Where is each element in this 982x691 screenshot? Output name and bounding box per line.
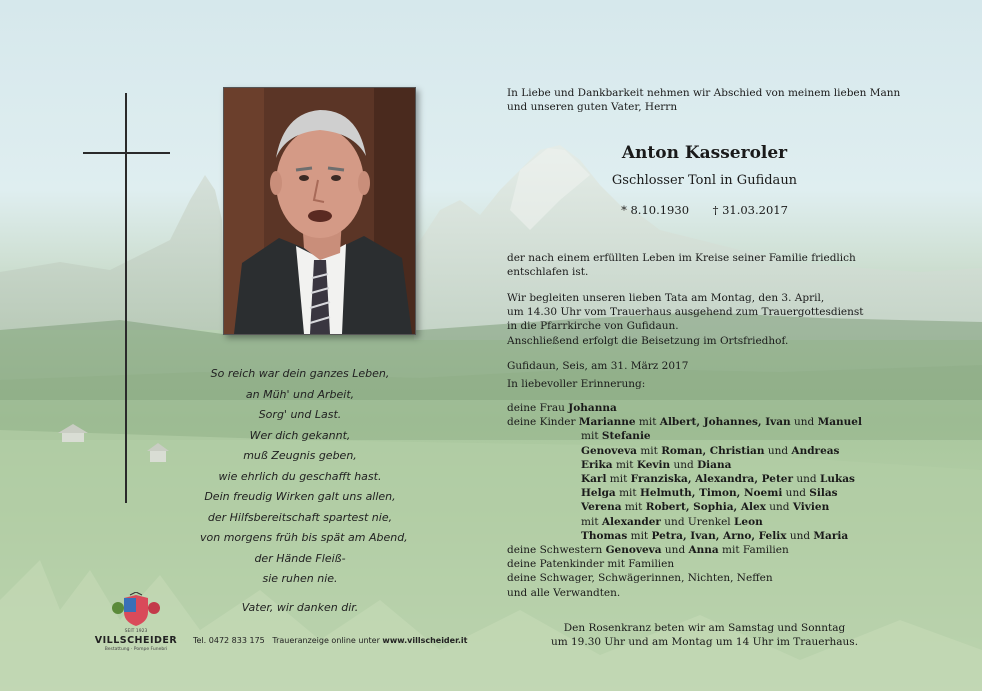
poem-line: So reich war dein ganzes Leben, bbox=[210, 367, 390, 380]
rosary-line: Den Rosenkranz beten wir am Samstag und Sonntag bbox=[563, 622, 846, 634]
poem-line: Dein freudig Wirken galt uns allen, bbox=[204, 490, 396, 503]
poem-line: der Hilfsbereitschaft spartest nie, bbox=[207, 510, 393, 524]
family-member-name: Silas bbox=[809, 487, 838, 500]
funeral-line: Wir begleiten unseren lieben Tata am Montag, den 3. April, bbox=[507, 292, 825, 304]
family-row bbox=[507, 529, 902, 543]
family-row bbox=[507, 571, 902, 585]
footer-phone: Tel. 0472 833 175 bbox=[193, 636, 265, 645]
family-member-name: Robert, Sophia, Alex bbox=[645, 501, 766, 514]
family-text: mit bbox=[635, 416, 660, 429]
family-member-name: Anna bbox=[688, 544, 719, 557]
poem-line: der Hände Fleiß- bbox=[254, 551, 346, 565]
family-row bbox=[507, 515, 902, 529]
coat-of-arms-icon bbox=[88, 592, 184, 628]
family-row bbox=[507, 557, 902, 571]
family-member-name: Helga bbox=[581, 487, 616, 500]
family-text: und bbox=[790, 416, 818, 429]
family-member-name: Diana bbox=[697, 458, 732, 471]
logo-since-text: SEIT 1923 bbox=[124, 629, 148, 634]
footer-contact bbox=[193, 636, 468, 645]
family-text: und bbox=[765, 501, 793, 514]
family-member-name: Marianne bbox=[578, 416, 636, 429]
funeral-home-logo bbox=[88, 592, 184, 652]
funeral-line: um 14.30 Uhr vom Trauerhaus ausgehend zum Trauergottesdienst bbox=[507, 306, 864, 319]
logo-name: VILLSCHEIDER bbox=[94, 635, 178, 646]
family-member-name: Karl bbox=[581, 473, 607, 486]
family-member-name: Verena bbox=[581, 501, 622, 514]
family-row bbox=[507, 444, 902, 458]
intro-text: In Liebe und Dankbarkeit nehmen wir Abschied von meinem lieben Mann und unseren guten Vater, Herrn bbox=[507, 87, 901, 114]
family-row bbox=[507, 486, 902, 500]
family-row bbox=[507, 429, 902, 443]
family-list bbox=[507, 401, 902, 600]
life-dates bbox=[507, 203, 902, 217]
family-text: mit bbox=[606, 473, 631, 486]
family-text: deine Patenkinder mit Familien bbox=[507, 558, 675, 571]
family-member-name: Johanna bbox=[568, 402, 617, 414]
death-date: † 31.03.2017 bbox=[712, 203, 788, 217]
family-text: und Urenkel bbox=[660, 515, 734, 528]
family-text: und bbox=[764, 444, 792, 457]
footer-url-link[interactable]: www.villscheider.it bbox=[382, 636, 468, 645]
family-member-name: Maria bbox=[813, 529, 849, 542]
family-member-name: Genoveva bbox=[581, 444, 637, 457]
portrait-photo bbox=[223, 87, 416, 335]
family-text: mit bbox=[615, 487, 640, 500]
family-row bbox=[507, 586, 902, 600]
funeral-line: in die Pfarrkirche von Gufidaun. bbox=[507, 320, 679, 333]
family-member-name: Stefanie bbox=[601, 430, 651, 443]
family-text: und bbox=[670, 458, 698, 471]
family-text: deine Schwager, Schwägerinnen, Nichten, Neffen bbox=[507, 572, 773, 585]
family-text: mit bbox=[581, 515, 602, 528]
deceased-name: Anton Kasseroler bbox=[621, 143, 788, 163]
family-member-name: Franziska, Alexandra, Peter bbox=[630, 473, 794, 486]
remembrance-heading: In liebevoller Erinnerung: bbox=[507, 378, 646, 390]
poem-line: muß Zeugnis geben, bbox=[243, 449, 357, 462]
cross-vertical-bar bbox=[125, 93, 127, 503]
family-text: und bbox=[782, 487, 810, 500]
family-member-name: Petra, Ivan, Arno, Felix bbox=[651, 529, 787, 542]
poem-line: sie ruhen nie. bbox=[262, 572, 338, 585]
family-text: und bbox=[786, 529, 814, 542]
family-text: und bbox=[661, 544, 689, 557]
funeral-paragraph bbox=[507, 291, 902, 348]
family-text: mit bbox=[636, 444, 662, 457]
family-member-name: Lukas bbox=[819, 473, 855, 486]
family-row bbox=[507, 415, 902, 429]
family-text: mit bbox=[612, 458, 637, 471]
family-member-name: Erika bbox=[581, 458, 613, 471]
logo-subtitle: Bestattung · Pompe Funebri bbox=[104, 647, 168, 652]
family-member-name: Albert, Johannes, Ivan bbox=[659, 416, 791, 429]
poem-line: Sorg' und Last. bbox=[258, 408, 342, 421]
peaceful-paragraph: der nach einem erfüllten Leben im Kreise seiner Familie friedlich entschlafen ist. bbox=[507, 252, 856, 279]
poem-closing: Vater, wir danken dir. bbox=[241, 600, 359, 614]
poem bbox=[200, 364, 408, 618]
place-date: Gufidaun, Seis, am 31. März 2017 bbox=[507, 360, 689, 372]
family-text: mit Familien bbox=[718, 544, 789, 557]
poem-line: an Müh' und Arbeit, bbox=[245, 387, 355, 401]
family-text: deine Schwestern bbox=[507, 544, 606, 557]
deceased-nickname: Gschlosser Tonl in Gufidaun bbox=[611, 173, 798, 188]
family-member-name: Leon bbox=[734, 515, 763, 528]
family-member-name: Helmuth, Timon, Noemi bbox=[639, 487, 783, 500]
poem-line: von morgens früh bis spät am Abend, bbox=[200, 531, 408, 544]
family-row bbox=[507, 401, 902, 415]
family-text: und bbox=[793, 473, 820, 486]
birth-date: * 8.10.1930 bbox=[621, 203, 690, 217]
family-text: mit bbox=[581, 430, 602, 443]
rosary-line: um 19.30 Uhr und am Montag um 14 Uhr im Trauerhaus. bbox=[550, 636, 859, 649]
family-member-name: Roman, Christian bbox=[661, 444, 765, 457]
family-text: und alle Verwandten. bbox=[507, 586, 621, 599]
family-member-name: Thomas bbox=[581, 529, 628, 542]
family-row bbox=[507, 500, 902, 514]
family-text: deine Frau bbox=[507, 402, 569, 414]
family-member-name: Andreas bbox=[791, 444, 840, 457]
portrait-illustration bbox=[224, 88, 415, 334]
poem-line: wie ehrlich du geschafft hast. bbox=[218, 469, 382, 483]
family-member-name: Manuel bbox=[817, 416, 862, 429]
family-member-name: Kevin bbox=[636, 458, 671, 471]
family-row bbox=[507, 458, 902, 472]
family-text: deine Kinder bbox=[507, 416, 579, 429]
family-text: mit bbox=[621, 501, 646, 514]
family-member-name: Vivien bbox=[792, 501, 830, 514]
family-text: mit bbox=[627, 529, 652, 542]
family-row bbox=[507, 543, 902, 557]
footer-online-label: Traueranzeige online unter bbox=[272, 636, 380, 645]
family-member-name: Genoveva bbox=[605, 544, 662, 557]
family-member-name: Alexander bbox=[601, 515, 661, 528]
family-row bbox=[507, 472, 902, 486]
cross-horizontal-bar bbox=[83, 152, 170, 154]
rosary-notice bbox=[507, 621, 902, 649]
poem-line: Wer dich gekannt, bbox=[249, 428, 351, 442]
funeral-line: Anschließend erfolgt die Beisetzung im Ortsfriedhof. bbox=[507, 334, 789, 347]
